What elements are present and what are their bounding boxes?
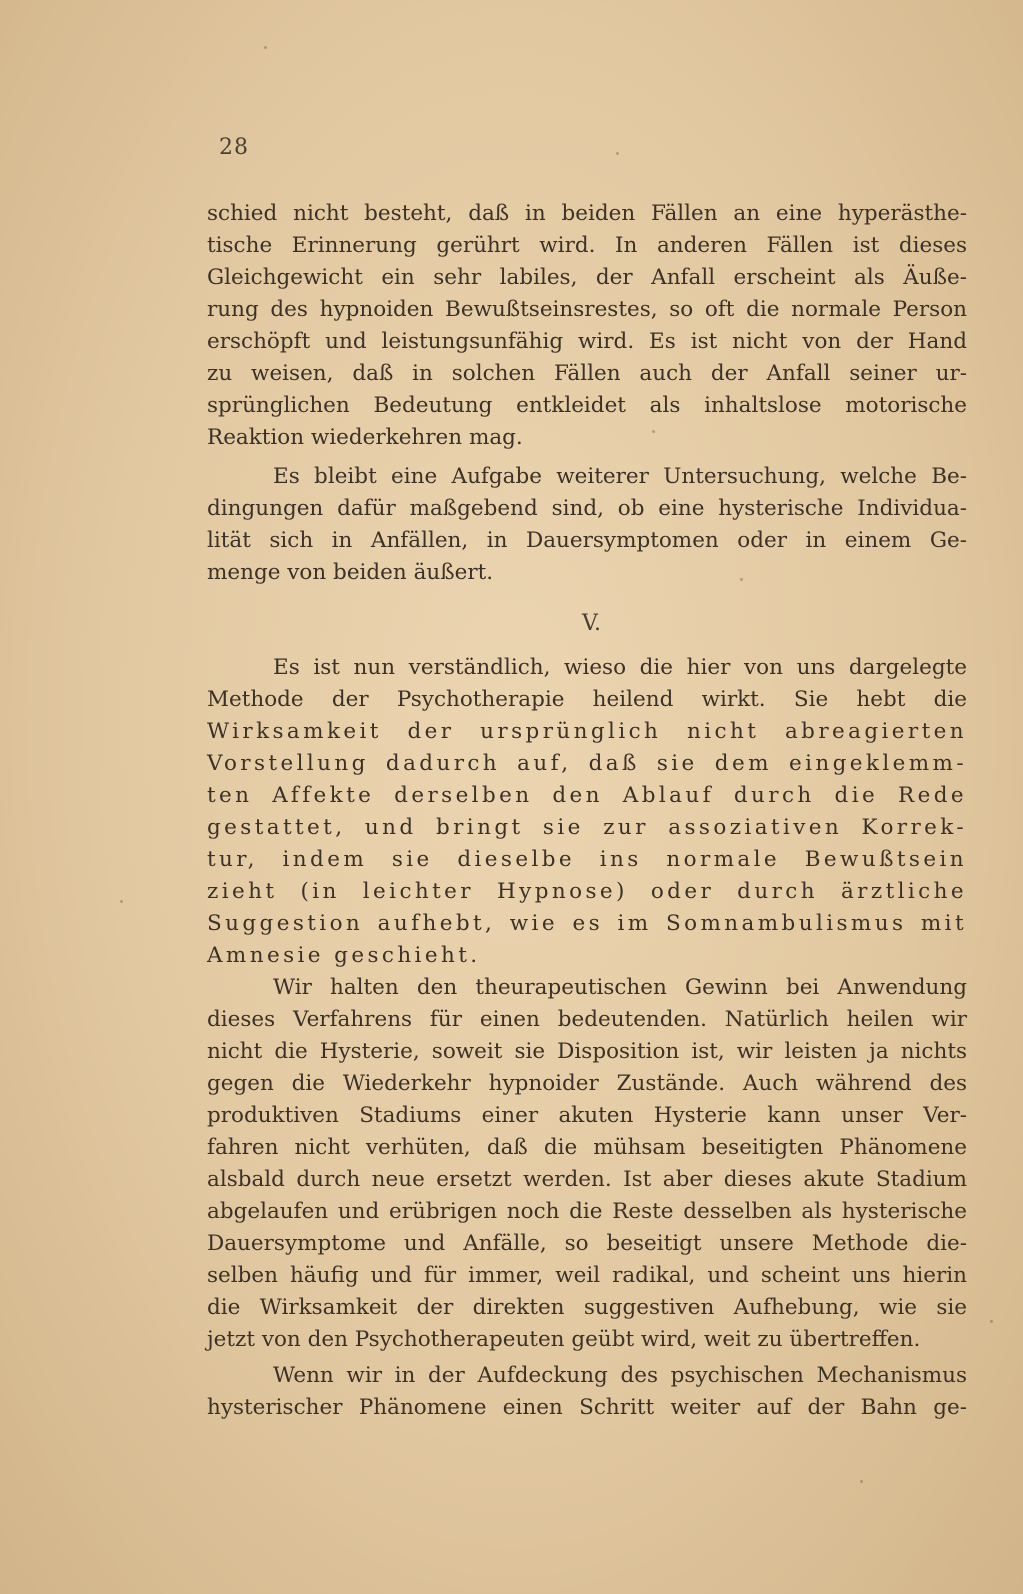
paragraph-5 <box>207 1360 967 1424</box>
text-line: nicht die Hysterie, soweit sie Disposition ist, wir leisten ja nichts <box>207 1039 967 1064</box>
text-line: fahren nicht verhüten, daß die mühsam beseitigten Phänomene <box>207 1135 967 1160</box>
text-line: lität sich in Anfällen, in Dauersymptomen oder in einem Ge- <box>207 528 967 553</box>
text-line: gestattet, und bringt sie zur assoziativen Korrek- <box>207 815 967 840</box>
text-line: Gleichgewicht ein sehr labiles, der Anfall erscheint als Äuße- <box>207 265 967 290</box>
text-line: rung des hypnoiden Bewußtseinsrestes, so oft die normale Person <box>207 297 967 322</box>
text-line: produktiven Stadiums einer akuten Hysterie kann unser Ver- <box>207 1103 967 1128</box>
text-line: Wirksamkeit der ursprünglich nicht abreagierten <box>207 719 967 744</box>
text-line: die Wirksamkeit der direkten suggestiven Aufhebung, wie sie <box>207 1295 967 1320</box>
text-line: tur, indem sie dieselbe ins normale Bewußtsein <box>207 847 967 872</box>
text-line: tische Erinnerung gerührt wird. In anderen Fällen ist dieses <box>207 233 967 258</box>
text-line: abgelaufen und erübrigen noch die Reste desselben als hysterische <box>207 1199 967 1224</box>
text-line: sprünglichen Bedeutung entkleidet als inhaltslose motorische <box>207 393 967 418</box>
text-line: Suggestion aufhebt, wie es im Somnambulismus mit <box>207 911 967 936</box>
paragraph-3 <box>207 652 967 972</box>
text-line: dieses Verfahrens für einen bedeutenden. Natürlich heilen wir <box>207 1007 967 1032</box>
text-line: dingungen dafür maßgebend sind, ob eine hysterische Individua- <box>207 496 967 521</box>
text-line: Amnesie geschieht. <box>207 943 481 968</box>
text-line: zieht (in leichter Hypnose) oder durch ärztliche <box>207 879 967 904</box>
text-line: Methode der Psychotherapie heilend wirkt. Sie hebt die <box>207 687 967 712</box>
text-line: alsbald durch neue ersetzt werden. Ist aber dieses akute Stadium <box>207 1167 967 1192</box>
text-line: Wenn wir in der Aufdeckung des psychischen Mechanismus <box>273 1363 967 1388</box>
text-line: Es ist nun verständlich, wieso die hier von uns dargelegte <box>273 655 967 680</box>
paragraph-4 <box>207 972 967 1356</box>
text-line: menge von beiden äußert. <box>207 560 494 585</box>
text-line: Es bleibt eine Aufgabe weiterer Untersuchung, welche Be- <box>273 464 967 489</box>
text-line: ten Affekte derselben den Ablauf durch die Rede <box>207 783 967 808</box>
text-line: Wir halten den theurapeutischen Gewinn bei Anwendung <box>273 975 967 1000</box>
text-line: Vorstellung dadurch auf, daß sie dem eingeklemm- <box>207 751 967 776</box>
paragraph-2 <box>207 461 967 589</box>
text-line: erschöpft und leistungsunfähig wird. Es ist nicht von der Hand <box>207 329 967 354</box>
paragraph-1 <box>207 198 967 454</box>
text-line: Dauersymptome und Anfälle, so beseitigt unsere Methode die- <box>207 1231 967 1256</box>
text-line: Reaktion wiederkehren mag. <box>207 425 523 450</box>
text-line: zu weisen, daß in solchen Fällen auch der Anfall seiner ur- <box>207 361 967 386</box>
section-heading: V. <box>581 611 602 636</box>
text-line: gegen die Wiederkehr hypnoider Zustände. Auch während des <box>207 1071 967 1096</box>
text-line: selben häufig und für immer, weil radikal, und scheint uns hierin <box>207 1263 967 1288</box>
text-line: schied nicht besteht, daß in beiden Fällen an eine hyperästhe- <box>207 201 967 226</box>
text-line: hysterischer Phänomene einen Schritt weiter auf der Bahn ge- <box>207 1395 967 1420</box>
text-line: jetzt von den Psychotherapeuten geübt wird, weit zu übertreffen. <box>207 1327 921 1352</box>
page-number: 28 <box>219 135 249 160</box>
